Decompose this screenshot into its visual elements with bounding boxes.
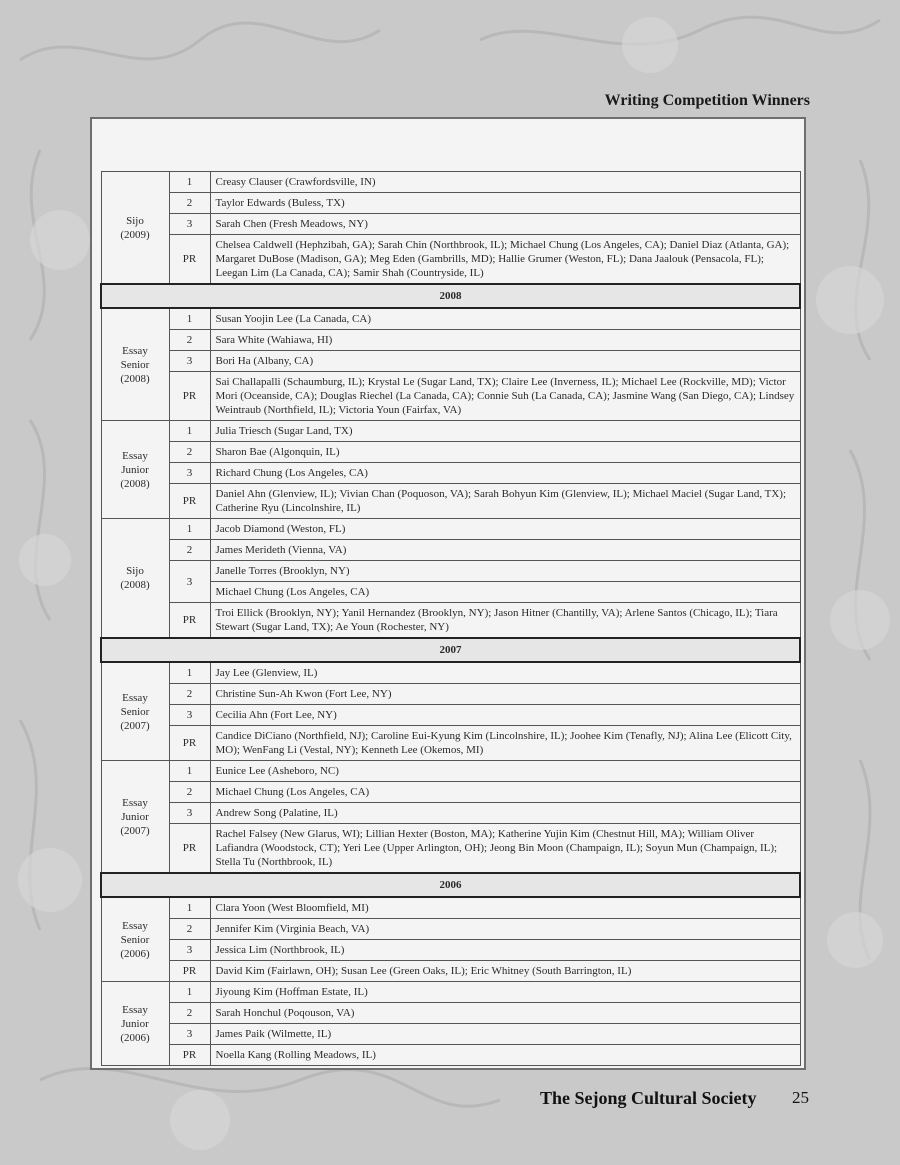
table-row — [101, 919, 800, 940]
category-cell: Sijo (2009) — [101, 172, 169, 285]
rank-cell: 3 — [169, 705, 210, 726]
table-row — [101, 726, 800, 761]
rank-cell: PR — [169, 824, 210, 874]
year-heading: 2006 — [101, 873, 800, 897]
rank-cell: 1 — [169, 662, 210, 684]
winner-names-cell: Janelle Torres (Brooklyn, NY) — [210, 561, 800, 582]
category-cell: Essay Junior (2006) — [101, 982, 169, 1066]
rank-cell: 2 — [169, 919, 210, 940]
rank-cell: 1 — [169, 308, 210, 330]
rank-cell: 3 — [169, 214, 210, 235]
year-heading: 2008 — [101, 284, 800, 308]
table-row — [101, 662, 800, 684]
winner-names-cell: Candice DiCiano (Northfield, NJ); Caroline Eui-Kyung Kim (Lincolnshire, IL); Joohee Kim (Tenafly, NJ); Alina Lee (Elicott City, MO); WenFang Li (Vestal, NY); Kenneth Lee (Okemos, MI) — [210, 726, 800, 761]
table-row — [101, 961, 800, 982]
winners-table — [100, 171, 801, 1066]
table-row — [101, 1003, 800, 1024]
winner-names-cell: Richard Chung (Los Angeles, CA) — [210, 463, 800, 484]
winner-names-cell: Eunice Lee (Asheboro, NC) — [210, 761, 800, 782]
winner-names-cell: Jessica Lim (Northbrook, IL) — [210, 940, 800, 961]
table-row — [101, 193, 800, 214]
rank-cell: PR — [169, 603, 210, 639]
winner-names-cell: James Paik (Wilmette, IL) — [210, 1024, 800, 1045]
table-row — [101, 561, 800, 582]
rank-cell: 1 — [169, 982, 210, 1003]
category-cell: Essay Junior (2008) — [101, 421, 169, 519]
rank-cell: 1 — [169, 761, 210, 782]
table-row — [101, 824, 800, 874]
winner-names-cell: David Kim (Fairlawn, OH); Susan Lee (Green Oaks, IL); Eric Whitney (South Barrington, IL) — [210, 961, 800, 982]
winner-names-cell: Sarah Chen (Fresh Meadows, NY) — [210, 214, 800, 235]
winner-names-cell: Sharon Bae (Algonquin, IL) — [210, 442, 800, 463]
table-row — [101, 684, 800, 705]
rank-cell: 2 — [169, 330, 210, 351]
winner-names-cell: Bori Ha (Albany, CA) — [210, 351, 800, 372]
rank-cell: 3 — [169, 1024, 210, 1045]
table-row — [101, 172, 800, 193]
winner-names-cell: Jennifer Kim (Virginia Beach, VA) — [210, 919, 800, 940]
winner-names-cell: Michael Chung (Los Angeles, CA) — [210, 582, 800, 603]
year-divider-row — [101, 873, 800, 897]
table-row — [101, 214, 800, 235]
table-row — [101, 782, 800, 803]
winner-names-cell: Sarah Honchul (Poqouson, VA) — [210, 1003, 800, 1024]
rank-cell: 2 — [169, 540, 210, 561]
rank-cell: 2 — [169, 193, 210, 214]
winner-names-cell: Julia Triesch (Sugar Land, TX) — [210, 421, 800, 442]
winner-names-cell: Chelsea Caldwell (Hephzibah, GA); Sarah Chin (Northbrook, IL); Michael Chung (Los Angeles, CA); Daniel Diaz (Atlanta, GA); Margaret DuBose (Madison, GA); Meg Eden (Gambrills, MD); Hallie Grumer (Weston, FL); Dana Jaalouk (Pensacola, FL); Leegan Lim (La Canada, CA); Samir Shah (Countryside, IL) — [210, 235, 800, 285]
table-row — [101, 705, 800, 726]
rank-cell: 2 — [169, 1003, 210, 1024]
winner-names-cell: Christine Sun-Ah Kwon (Fort Lee, NY) — [210, 684, 800, 705]
winner-names-cell: Noella Kang (Rolling Meadows, IL) — [210, 1045, 800, 1066]
rank-cell: PR — [169, 1045, 210, 1066]
winner-names-cell: Daniel Ahn (Glenview, IL); Vivian Chan (Poquoson, VA); Sarah Bohyun Kim (Glenview, IL); Michael Maciel (Sugar Land, TX); Catherine Ryu (Lincolnshire, IL) — [210, 484, 800, 519]
table-row — [101, 463, 800, 484]
rank-cell: 2 — [169, 684, 210, 705]
rank-cell: PR — [169, 961, 210, 982]
rank-cell: 3 — [169, 940, 210, 961]
table-row — [101, 235, 800, 285]
table-row — [101, 761, 800, 782]
table-row — [101, 421, 800, 442]
winner-names-cell: Cecilia Ahn (Fort Lee, NY) — [210, 705, 800, 726]
winner-names-cell: Sai Challapalli (Schaumburg, IL); Krystal Le (Sugar Land, TX); Claire Lee (Inverness, IL); Michael Lee (Rockville, MD); Victor Mori (Oceanside, CA); Douglas Riechel (La Canada, CA); Connie Suh (La Canada, CA); Jasmine Wang (San Diego, CA); Lindsey Weintraub (Northfield, IL); Victoria Youn (Fairfax, VA) — [210, 372, 800, 421]
rank-cell: 1 — [169, 172, 210, 193]
table-row — [101, 1024, 800, 1045]
table-row — [101, 308, 800, 330]
rank-cell: 2 — [169, 782, 210, 803]
winner-names-cell: Michael Chung (Los Angeles, CA) — [210, 782, 800, 803]
rank-cell: 2 — [169, 442, 210, 463]
category-cell: Essay Senior (2007) — [101, 662, 169, 761]
winner-names-cell: Andrew Song (Palatine, IL) — [210, 803, 800, 824]
table-row — [101, 330, 800, 351]
table-row — [101, 484, 800, 519]
category-cell: Essay Senior (2008) — [101, 308, 169, 421]
year-divider-row — [101, 284, 800, 308]
rank-cell: PR — [169, 372, 210, 421]
winner-names-cell: Jay Lee (Glenview, IL) — [210, 662, 800, 684]
winner-names-cell: Susan Yoojin Lee (La Canada, CA) — [210, 308, 800, 330]
table-row — [101, 1045, 800, 1066]
table-row — [101, 351, 800, 372]
winner-names-cell: James Merideth (Vienna, VA) — [210, 540, 800, 561]
winner-names-cell: Taylor Edwards (Buless, TX) — [210, 193, 800, 214]
table-row — [101, 940, 800, 961]
category-cell: Sijo (2008) — [101, 519, 169, 639]
table-row — [101, 442, 800, 463]
category-cell: Essay Senior (2006) — [101, 897, 169, 982]
table-row — [101, 372, 800, 421]
rank-cell: 3 — [169, 561, 210, 603]
rank-cell: PR — [169, 726, 210, 761]
category-cell: Essay Junior (2007) — [101, 761, 169, 874]
page-header-title: Writing Competition Winners — [604, 92, 810, 109]
table-row — [101, 982, 800, 1003]
winner-names-cell: Creasy Clauser (Crawfordsville, IN) — [210, 172, 800, 193]
table-row — [101, 803, 800, 824]
winner-names-cell: Clara Yoon (West Bloomfield, MI) — [210, 897, 800, 919]
rank-cell: 3 — [169, 463, 210, 484]
table-row — [101, 603, 800, 639]
rank-cell: 1 — [169, 519, 210, 540]
year-heading: 2007 — [101, 638, 800, 662]
rank-cell: 3 — [169, 351, 210, 372]
winner-names-cell: Sara White (Wahiawa, HI) — [210, 330, 800, 351]
year-divider-row — [101, 638, 800, 662]
winner-names-cell: Rachel Falsey (New Glarus, WI); Lillian Hexter (Boston, MA); Katherine Yujin Kim (Chestnut Hill, MA); William Oliver Lafiandra (Woodstock, CT); Yeri Lee (Upper Arlington, OH); Jeong Bin Moon (Champaign, IL); Soyun Mun (Champaign, IL); Stella Tu (Northbrook, IL) — [210, 824, 800, 874]
footer-publication-title: The Sejong Cultural Society — [540, 1088, 757, 1108]
rank-cell: 1 — [169, 421, 210, 442]
table-row — [101, 540, 800, 561]
rank-cell: PR — [169, 235, 210, 285]
rank-cell: 3 — [169, 803, 210, 824]
rank-cell: 1 — [169, 897, 210, 919]
page-number: 25 — [792, 1088, 809, 1107]
winner-names-cell: Jacob Diamond (Weston, FL) — [210, 519, 800, 540]
table-row — [101, 897, 800, 919]
rank-cell: PR — [169, 484, 210, 519]
winner-names-cell: Jiyoung Kim (Hoffman Estate, IL) — [210, 982, 800, 1003]
table-row — [101, 519, 800, 540]
winner-names-cell: Troi Ellick (Brooklyn, NY); Yanil Hernandez (Brooklyn, NY); Jason Hitner (Chantilly, VA); Arlene Santos (Chicago, IL); Tiara Stewart (Sugar Land, TX); Ae Youn (Rochester, NY) — [210, 603, 800, 639]
